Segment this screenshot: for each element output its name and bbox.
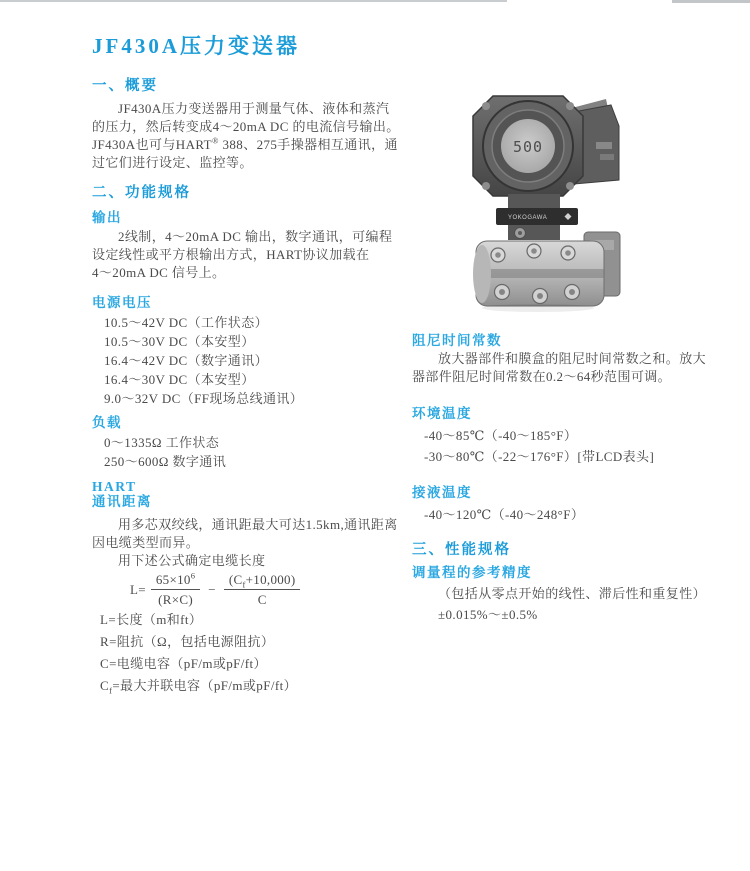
hart-line-1: 用多芯双绞线，通讯距最大可达1.5km,通讯距离	[118, 517, 398, 532]
section-performance-heading: 三、性能规格	[412, 542, 511, 558]
hart-distance-heading	[92, 479, 392, 509]
output-line-1: 2线制，4～20mA DC 输出，数字通讯，可编程	[118, 229, 393, 244]
overview-line-1: JF430A压力变送器用于测量气体、液体和蒸汽	[118, 101, 390, 116]
accuracy-line-2: ±0.015%～±0.5%	[438, 607, 538, 622]
power-voltage-list	[92, 313, 392, 408]
damping-paragraph	[412, 350, 722, 386]
legend-resistance: R=阻抗（Ω，包括电源阻抗）	[100, 634, 275, 649]
hart-heading-line-2: 通讯距离	[92, 494, 152, 509]
right-column	[412, 333, 722, 625]
damping-heading: 阻尼时间常数	[412, 333, 502, 348]
load-heading: 负载	[92, 415, 122, 430]
output-line-2: 设定线性或平方根输出方式，HART协议加载在	[92, 247, 370, 262]
ambient-temp-heading: 环境温度	[412, 406, 472, 421]
power-item: 9.0～32V DC（FF现场总线通讯）	[104, 391, 304, 406]
power-item: 10.5～42V DC（工作状态）	[104, 315, 269, 330]
pressure-transmitter-illustration	[468, 84, 638, 312]
accuracy-paragraph	[412, 583, 722, 625]
accuracy-line-1: （包括从零点开始的线性、滞后性和重复性）	[438, 586, 707, 601]
formula-fraction-1: $\frac{65\times 10^6}{(R\times C)}$	[151, 572, 200, 607]
formula-intro-line: 用下述公式确定电缆长度	[118, 553, 266, 568]
process-temp-heading: 接液温度	[412, 485, 472, 500]
formula-legend	[92, 609, 392, 697]
load-item: 0～1335Ω 工作状态	[104, 435, 220, 450]
page-title: JF430A压力变送器	[92, 34, 300, 58]
product-photo	[468, 84, 638, 312]
hart-heading-line-1: HART	[92, 479, 137, 494]
brand-label: YOKOGAWA	[508, 215, 548, 221]
section-overview-heading: 一、概要	[92, 78, 158, 94]
damping-line-2: 器部件阻尼时间常数在0.2～64秒范围可调。	[412, 369, 672, 384]
power-item: 10.5～30V DC（本安型）	[104, 334, 255, 349]
cable-length-formula	[130, 572, 392, 607]
lcd-reading: 500	[512, 138, 544, 156]
load-item: 250～600Ω 数字通讯	[104, 454, 227, 469]
accuracy-heading: 调量程的参考精度	[412, 565, 532, 580]
ambient-temp-item: -40～85℃（-40～185°F）	[424, 428, 578, 443]
page-top-rule-right	[672, 0, 750, 3]
damping-line-1: 放大器部件和膜盒的阻尼时间常数之和。放大	[438, 351, 707, 366]
overview-paragraph	[92, 100, 400, 172]
hart-line-2: 因电缆类型而异。	[92, 535, 200, 550]
power-item: 16.4～42V DC（数字通讯）	[104, 353, 269, 368]
ambient-temp-list	[412, 425, 722, 467]
overview-line-4: 过它们进行设定、监控等。	[92, 155, 253, 170]
formula-minus-operator: −	[208, 581, 216, 597]
output-line-3: 4～20mA DC 信号上。	[92, 265, 226, 280]
output-paragraph	[92, 228, 392, 282]
overview-line-2: 的压力，然后转变成4～20mA DC 的电流信号输出。	[92, 119, 400, 134]
process-temp-list	[412, 504, 722, 525]
formula-fraction-2: $\frac{(C_f+10,000)}{C}$	[224, 572, 301, 607]
hart-paragraph	[92, 516, 398, 570]
output-heading: 输出	[92, 210, 122, 225]
legend-max-capacitance: $C_f=$最大并联电容（pF/m或pF/ft）	[100, 678, 297, 696]
legend-capacitance: C=电缆电容（pF/m或pF/ft）	[100, 656, 267, 671]
page-top-rule-left	[0, 0, 507, 2]
registered-mark: ®	[212, 135, 219, 146]
overview-line-3: JF430A也可与HART® 388、275手操器相互通讯，通	[92, 135, 398, 152]
legend-length: L=长度（m和ft）	[100, 612, 203, 627]
process-temp-item: -40～120℃（-40～248°F）	[424, 507, 585, 522]
load-list	[92, 433, 392, 471]
section-functional-heading: 二、功能规格	[92, 185, 191, 201]
ambient-temp-item: -30～80℃（-22～176°F）[带LCD表头]	[424, 449, 655, 464]
power-voltage-heading: 电源电压	[92, 295, 152, 310]
left-column	[92, 33, 400, 697]
power-item: 16.4～30V DC（本安型）	[104, 372, 255, 387]
formula-lhs: L=	[130, 581, 146, 597]
